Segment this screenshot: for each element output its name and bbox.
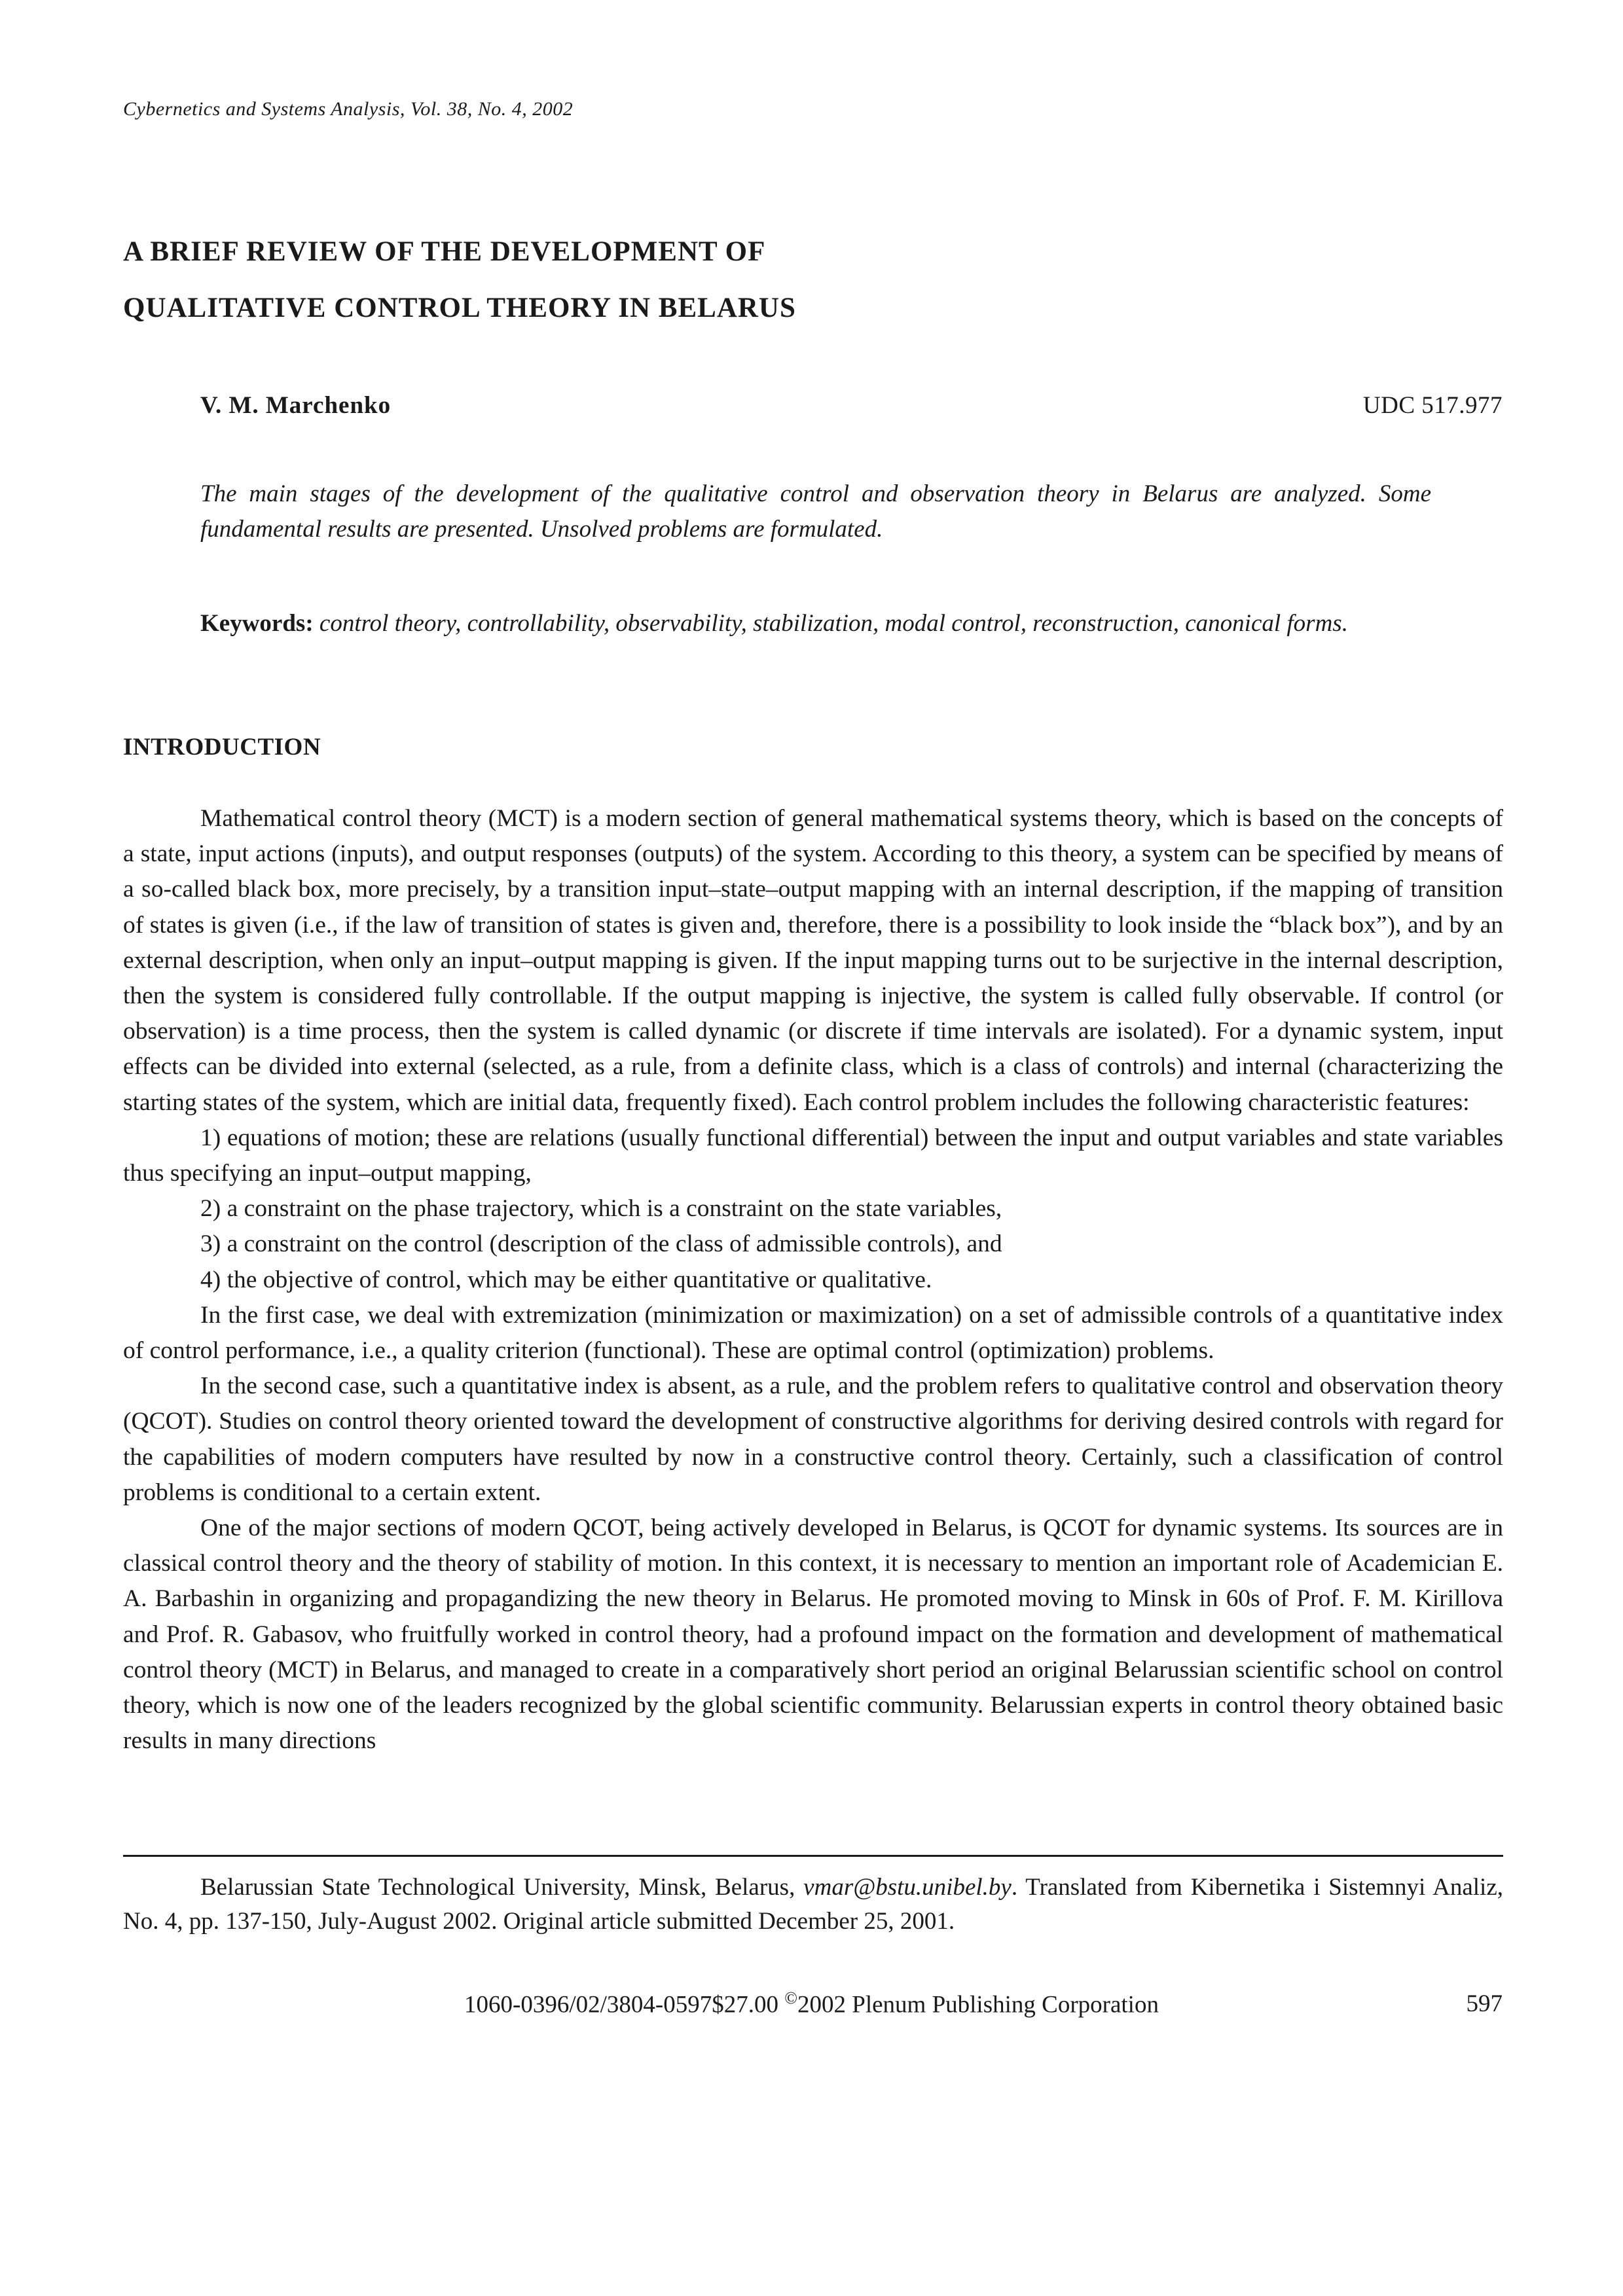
- title-line-1: A BRIEF REVIEW OF THE DEVELOPMENT OF: [123, 236, 766, 267]
- author-email: vmar@bstu.unibel.by: [803, 1874, 1012, 1901]
- paper-title: [123, 224, 796, 336]
- keywords-text: control theory, controllability, observability, stabilization, modal control, reconstruction, canonical forms.: [319, 610, 1348, 637]
- keywords-label: Keywords:: [200, 610, 314, 637]
- issn-code: 1060-0396/02/3804-0597$27.00: [464, 1991, 785, 2018]
- page-number: 597: [1466, 1990, 1503, 2017]
- copyright-line: [0, 1988, 1623, 2018]
- keywords: [200, 606, 1431, 641]
- udc-code: UDC 517.977: [1362, 392, 1503, 419]
- journal-header: Cybernetics and Systems Analysis, Vol. 38, No. 4, 2002: [123, 98, 574, 120]
- copyright-symbol: ©: [784, 1988, 798, 2007]
- paragraph: 4) the objective of control, which may be either quantitative or qualitative.: [200, 1266, 932, 1293]
- body-text: [123, 801, 1503, 1759]
- affiliation-text: Belarussian State Technological University, Minsk, Belarus,: [200, 1874, 804, 1901]
- paragraph: In the first case, we deal with extremization (minimization or maximization) on a set of admissible controls of a quantitative index of control performance, i.e., a quality criterion (functional). These are optimal control (optimization) problems.: [123, 1301, 1503, 1365]
- paragraph: 2) a constraint on the phase trajectory, which is a constraint on the state variables,: [200, 1195, 1002, 1223]
- abstract: The main stages of the development of the qualitative control and observation theory in Belarus are analyzed. Some fundamental results are presented. Unsolved problems are formulated.: [200, 480, 1431, 543]
- paragraph: 3) a constraint on the control (description of the class of admissible controls), and: [200, 1230, 1002, 1258]
- paragraph: In the second case, such a quantitative index is absent, as a rule, and the problem refers to qualitative control and observation theory (QCOT). Studies on control theory oriented toward the development of constructive algorithms for deriving desired controls with regard for the capabilities of modern computers have resulted by now in a constructive control theory. Certainly, such a classification of control problems is conditional to a certain extent.: [123, 1372, 1503, 1506]
- footnote-divider: [123, 1855, 1503, 1857]
- paragraph: 1) equations of motion; these are relations (usually functional differential) between the input and output variables and state variables thus specifying an input–output mapping,: [123, 1124, 1503, 1187]
- affiliation-footnote: [123, 1871, 1503, 1939]
- translation-note: . Translated from Kibernetika i Sistemnyi Analiz, No. 4, pp. 137-150, July-August 2002. Original article submitted December 25, 2001.: [123, 1874, 1503, 1935]
- publisher: 2002 Plenum Publishing Corporation: [797, 1991, 1159, 2018]
- paragraph: One of the major sections of modern QCOT, being actively developed in Belarus, is QCOT for dynamic systems. Its sources are in classical control theory and the theory of stability of motion. In this context, it is necessary to mention an important role of Academician E. A. Barbashin in organizing and propagandizing the new theory in Belarus. He promoted moving to Minsk in 60s of Prof. F. M. Kirillova and Prof. R. Gabasov, who fruitfully worked in control theory, had a profound impact on the formation and development of mathematical control theory (MCT) in Belarus, and managed to create in a comparatively short period an original Belarussian scientific school on control theory, which is now one of the leaders recognized by the global scientific community. Belarussian experts in control theory obtained basic results in many directions: [123, 1515, 1503, 1755]
- title-line-2: QUALITATIVE CONTROL THEORY IN BELARUS: [123, 293, 796, 323]
- section-heading: INTRODUCTION: [123, 734, 321, 761]
- author-name: V. M. Marchenko: [200, 392, 392, 419]
- paragraph: Mathematical control theory (MCT) is a modern section of general mathematical systems theory, which is based on the concepts of a state, input actions (inputs), and output responses (outputs) of the system. According to this theory, a system can be specified by means of a so-called black box, more precisely, by a transition input–state–output mapping with an internal description, if the mapping of transition of states is given (i.e., if the law of transition of states is given and, therefore, there is a possibility to look inside the “black box”), and by an external description, when only an input–output mapping is given. If the input mapping turns out to be surjective in the internal description, then the system is considered fully controllable. If the output mapping is injective, the system is called fully observable. If control (or observation) is a time process, then the system is called dynamic (or discrete if time intervals are isolated). For a dynamic system, input effects can be divided into external (selected, as a rule, from a definite class, which is a class of controls) and internal (characterizing the starting states of the system, which are initial data, frequently fixed). Each control problem includes the following characteristic features:: [123, 805, 1503, 1116]
